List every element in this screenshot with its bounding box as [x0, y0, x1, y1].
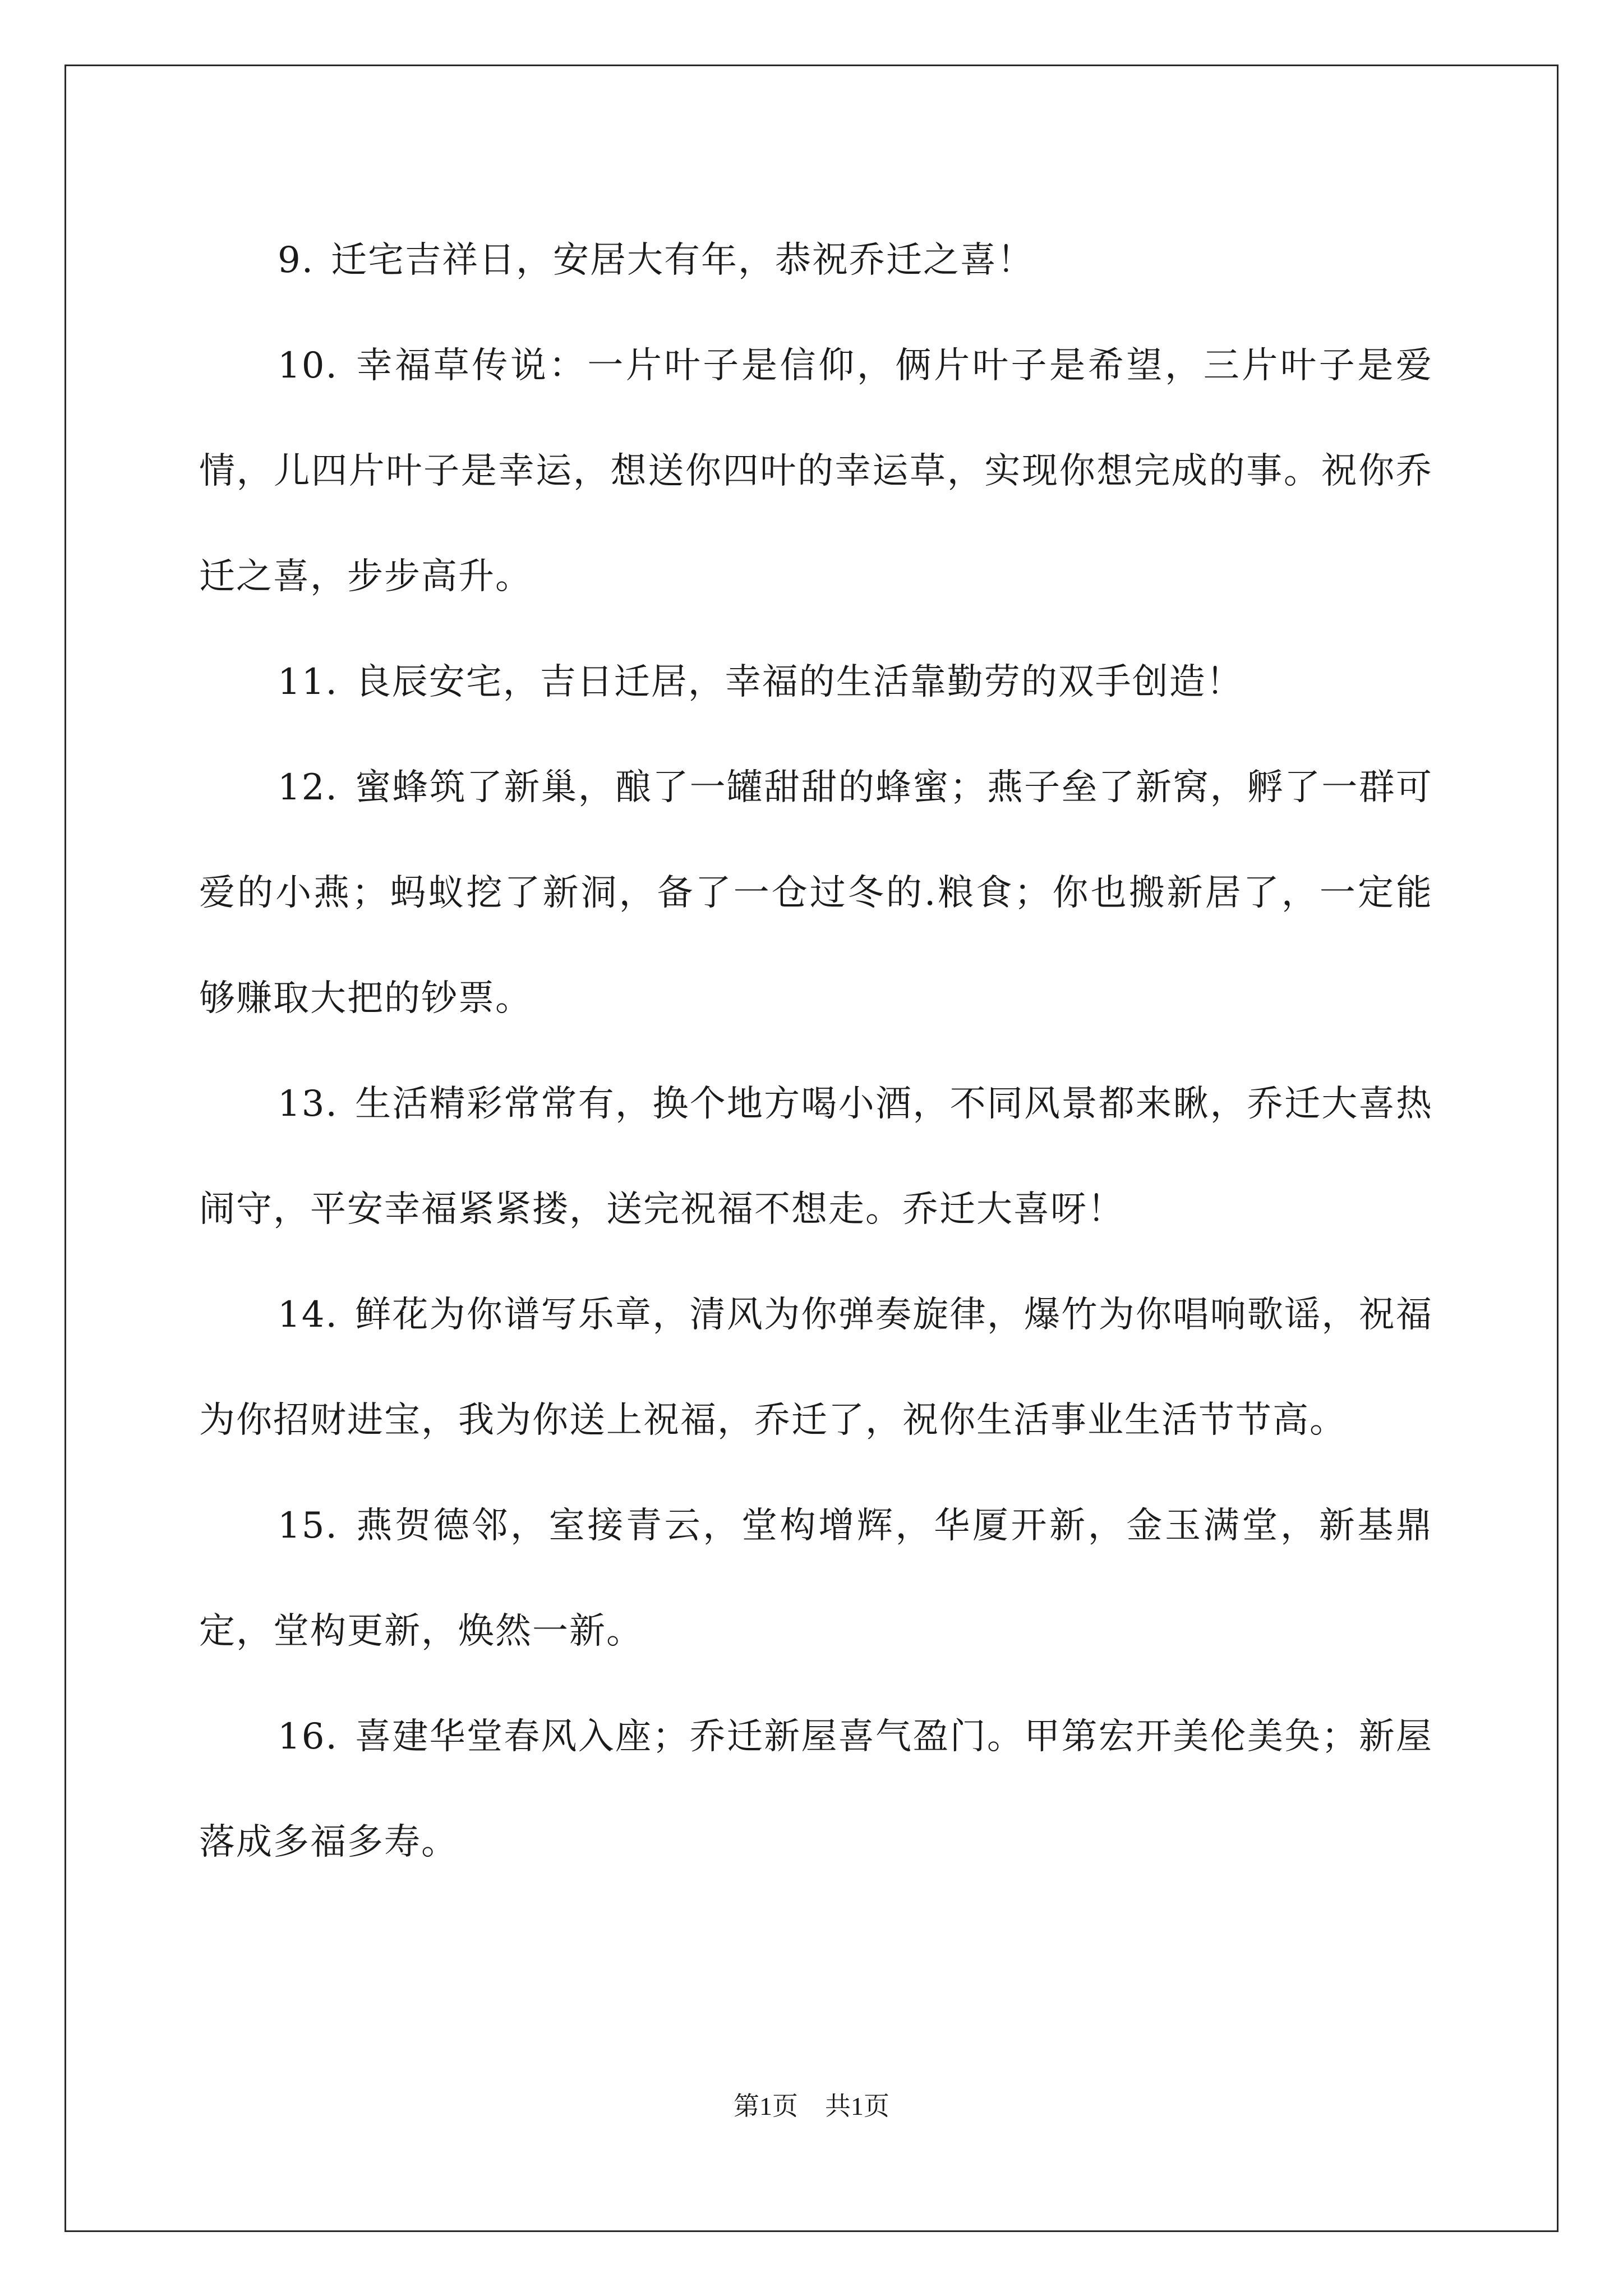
page-number: 第1页 — [734, 2092, 798, 2120]
paragraph-14 — [199, 1262, 1433, 1473]
paragraph-9 — [199, 208, 1433, 313]
paragraph-16 — [199, 1684, 1433, 1895]
page-total: 共1页 — [825, 2092, 889, 2120]
page-footer — [0, 2086, 1623, 2123]
item-number: 9. — [278, 240, 315, 281]
paragraph-10 — [199, 313, 1433, 629]
item-number: 16. — [278, 1716, 338, 1757]
item-number: 10. — [278, 345, 338, 386]
paragraph-text: 迁宅吉祥日，安居大有年，恭祝乔迁之喜！ — [331, 240, 1035, 281]
item-number: 13. — [278, 1083, 338, 1125]
item-number: 11. — [278, 661, 338, 703]
paragraph-text: 蜜蜂筑了新巢，酿了一罐甜甜的蜂蜜；燕子垒了新窝，孵了一群可爱的小燕；蚂蚁挖了新洞，备了一仓过冬的.粮食；你也搬新居了，一定能够赚取大把的钞票。 — [199, 767, 1433, 1019]
paragraph-text: 生活精彩常常有，换个地方喝小酒，不同风景都来瞅，乔迁大喜热闹守，平安幸福紧紧搂，送完祝福不想走。乔迁大喜呀！ — [199, 1083, 1433, 1230]
document-body — [199, 208, 1433, 1895]
item-number: 12. — [278, 767, 338, 808]
paragraph-13 — [199, 1051, 1433, 1262]
paragraph-text: 良辰安宅，吉日迁居，幸福的生活靠勤劳的双手创造！ — [354, 661, 1243, 703]
paragraph-15 — [199, 1473, 1433, 1684]
paragraph-12 — [199, 735, 1433, 1051]
paragraph-text: 喜建华堂春风入座；乔迁新屋喜气盈门。甲第宏开美伦美奂；新屋落成多福多寿。 — [199, 1716, 1433, 1863]
paragraph-text: 幸福草传说：一片叶子是信仰，俩片叶子是希望，三片叶子是爱情，儿四片叶子是幸运，想送你四叶的幸运草，实现你想完成的事。祝你乔迁之喜，步步高升。 — [199, 345, 1433, 597]
paragraph-11 — [199, 629, 1433, 735]
paragraph-text: 燕贺德邻，室接青云，堂构增辉，华厦开新，金玉满堂，新基鼎定，堂构更新，焕然一新。 — [199, 1505, 1433, 1652]
item-number: 14. — [278, 1294, 338, 1336]
item-number: 15. — [278, 1505, 338, 1547]
paragraph-text: 鲜花为你谱写乐章，清风为你弹奏旋律，爆竹为你唱响歌谣，祝福为你招财进宝，我为你送上祝福，乔迁了，祝你生活事业生活节节高。 — [199, 1294, 1433, 1441]
